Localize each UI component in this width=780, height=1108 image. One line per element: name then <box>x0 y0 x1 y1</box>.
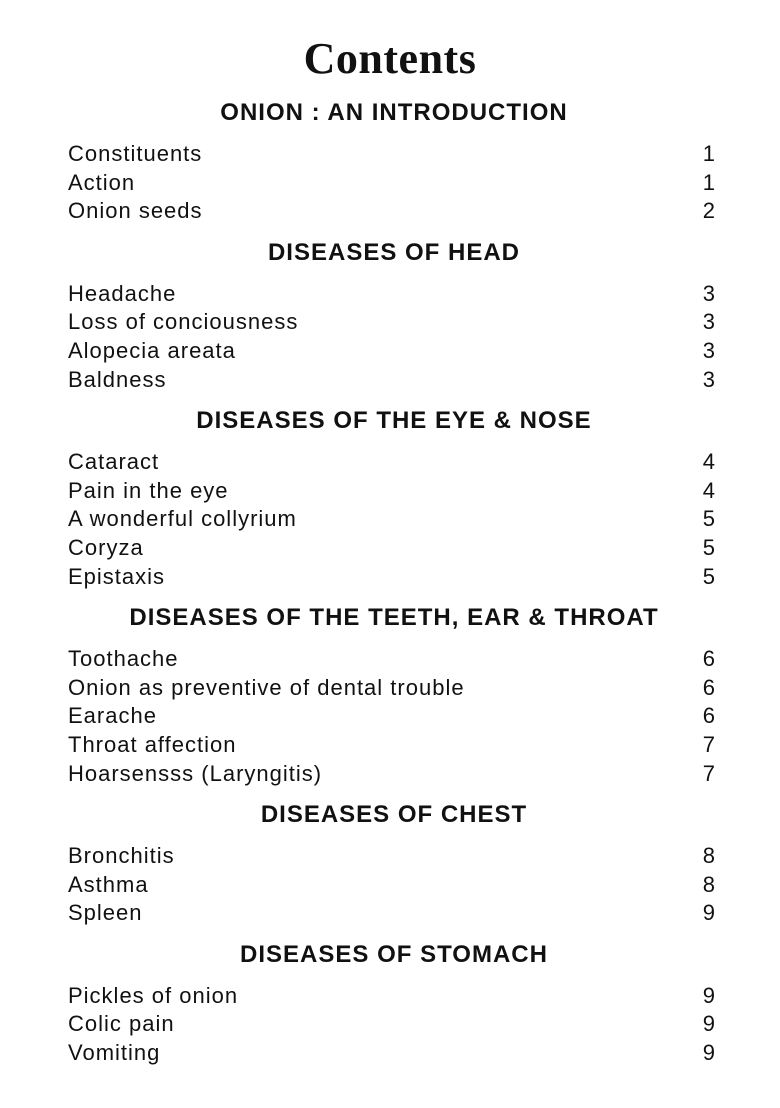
toc-entry[interactable] <box>68 731 716 760</box>
entry-label: Onion seeds <box>68 198 203 224</box>
entry-label: Constituents <box>68 141 203 166</box>
toc-entry[interactable] <box>68 871 716 900</box>
entry-label: Hoarsensss (Laryngitis) <box>68 760 323 786</box>
entry-label: Action <box>68 169 136 195</box>
entry-page-number: 6 <box>702 703 716 729</box>
entry-page-number: 4 <box>702 449 716 475</box>
entry-page-number: 9 <box>702 900 716 926</box>
toc-entry[interactable] <box>68 505 716 534</box>
entry-list <box>68 842 716 928</box>
section-diseases-of-head <box>68 238 716 394</box>
entry-page-number: 7 <box>702 760 716 786</box>
entry-list <box>68 645 716 788</box>
entry-label: Vomiting <box>68 1040 161 1066</box>
toc-entry[interactable] <box>68 982 716 1011</box>
entry-label: Spleen <box>68 900 143 926</box>
entry-page-number: 8 <box>702 843 716 869</box>
entry-list <box>68 280 716 394</box>
entry-label: Colic pain <box>68 1011 175 1037</box>
entry-label: Headache <box>68 280 177 306</box>
toc-entry[interactable] <box>68 563 716 592</box>
entry-page-number: 1 <box>702 169 716 195</box>
toc-entry[interactable] <box>68 169 716 198</box>
entry-page-number: 2 <box>702 198 716 224</box>
page-title: Contents <box>303 34 477 84</box>
entry-page-number: 9 <box>702 1011 716 1037</box>
entry-list <box>68 448 716 591</box>
toc-entry[interactable] <box>68 899 716 928</box>
table-of-contents <box>68 98 716 1080</box>
entry-page-number: 6 <box>702 674 716 700</box>
section-onion-introduction <box>68 98 716 226</box>
entry-label: Earache <box>68 703 157 729</box>
entry-page-number: 8 <box>702 871 716 897</box>
entry-list <box>68 140 716 226</box>
entry-label: Baldness <box>68 366 167 392</box>
toc-entry[interactable] <box>68 140 716 169</box>
entry-label: Cataract <box>68 449 160 475</box>
section-heading: ONION : AN INTRODUCTION <box>220 99 568 126</box>
entry-page-number: 3 <box>702 280 716 306</box>
toc-entry[interactable] <box>68 1010 716 1039</box>
toc-entry[interactable] <box>68 197 716 226</box>
toc-entry[interactable] <box>68 842 716 871</box>
entry-list <box>68 982 716 1068</box>
section-heading: DISEASES OF THE TEETH, EAR & THROAT <box>129 604 659 632</box>
entry-page-number: 4 <box>702 477 716 503</box>
toc-entry[interactable] <box>68 280 716 309</box>
section-heading: DISEASES OF STOMACH <box>240 940 548 968</box>
section-diseases-of-teeth-ear-throat <box>68 603 716 788</box>
entry-page-number: 5 <box>702 563 716 589</box>
toc-entry[interactable] <box>68 645 716 674</box>
entry-label: Asthma <box>68 871 149 897</box>
entry-label: Epistaxis <box>68 563 166 589</box>
entry-page-number: 5 <box>702 506 716 532</box>
toc-entry[interactable] <box>68 534 716 563</box>
entry-page-number: 5 <box>702 534 716 560</box>
entry-label: Coryza <box>68 534 144 560</box>
entry-label: Onion as preventive of dental trouble <box>68 674 465 700</box>
section-heading: DISEASES OF HEAD <box>267 238 521 266</box>
entry-label: Alopecia areata <box>68 337 236 363</box>
entry-label: Toothache <box>68 646 179 672</box>
toc-entry[interactable] <box>68 760 716 789</box>
toc-entry[interactable] <box>68 702 716 731</box>
section-diseases-of-chest <box>68 800 716 928</box>
entry-label: Loss of conciousness <box>68 309 299 335</box>
toc-entry[interactable] <box>68 448 716 477</box>
section-diseases-of-stomach <box>68 940 716 1068</box>
entry-page-number: 6 <box>702 646 716 672</box>
toc-entry[interactable] <box>68 308 716 337</box>
entry-page-number: 3 <box>702 366 716 392</box>
entry-label: Pickles of onion <box>68 982 239 1008</box>
entry-label: Bronchitis <box>68 843 175 869</box>
entry-page-number: 1 <box>702 141 716 166</box>
section-heading: DISEASES OF CHEST <box>260 801 528 829</box>
entry-label: Throat affection <box>68 731 237 757</box>
toc-entry[interactable] <box>68 366 716 395</box>
entry-page-number: 9 <box>702 1040 716 1066</box>
entry-page-number: 7 <box>702 731 716 757</box>
toc-entry[interactable] <box>68 674 716 703</box>
section-diseases-of-eye-nose <box>68 406 716 591</box>
toc-entry[interactable] <box>68 337 716 366</box>
toc-entry[interactable] <box>68 1039 716 1068</box>
entry-label: Pain in the eye <box>68 477 229 503</box>
entry-label: A wonderful collyrium <box>68 506 297 532</box>
toc-entry[interactable] <box>68 477 716 506</box>
entry-page-number: 3 <box>702 309 716 335</box>
entry-page-number: 3 <box>702 337 716 363</box>
entry-page-number: 9 <box>702 982 716 1008</box>
section-heading: DISEASES OF THE EYE & NOSE <box>196 407 592 435</box>
